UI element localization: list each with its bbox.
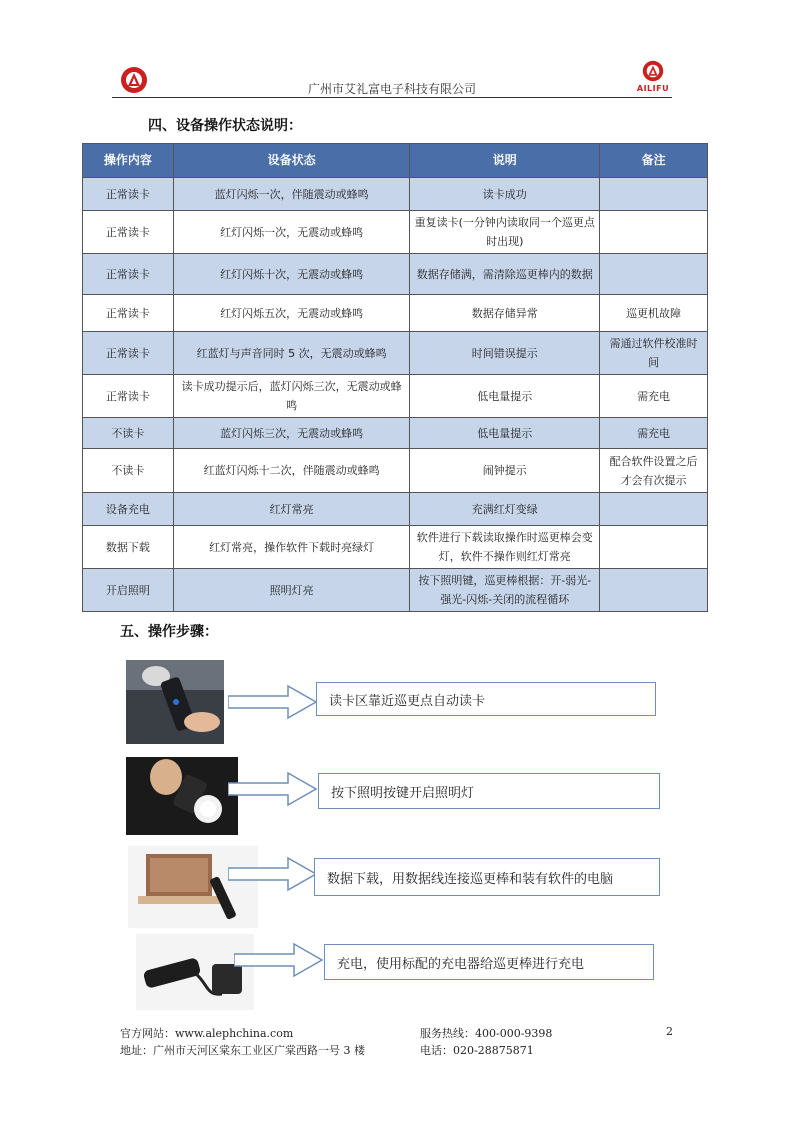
- table-header-row: [83, 144, 708, 178]
- cell-description: 软件进行下载读取操作时巡更棒会变灯，软件不操作则红灯常亮: [410, 526, 600, 569]
- cell-description: 低电量提示: [410, 375, 600, 418]
- read-card-photo-icon: [126, 660, 224, 744]
- cell-remark: [600, 211, 708, 254]
- step-2-text: 按下照明按键开启照明灯: [318, 773, 660, 809]
- cell-description: 低电量提示: [410, 418, 600, 449]
- cell-operation: 不读卡: [83, 418, 174, 449]
- step-1: [126, 660, 666, 744]
- cell-status: 读卡成功提示后，蓝灯闪烁三次，无震动或蜂鸣: [173, 375, 410, 418]
- table-row: [83, 211, 708, 254]
- cell-description: 时间错误提示: [410, 332, 600, 375]
- table-row: [83, 295, 708, 332]
- cell-operation: 正常读卡: [83, 254, 174, 295]
- cell-description: 充满红灯变绿: [410, 493, 600, 526]
- step-4-text: 充电，使用标配的充电器给巡更棒进行充电: [324, 944, 654, 980]
- cell-status: 红灯闪烁五次，无震动或蜂鸣: [173, 295, 410, 332]
- status-table: [82, 143, 708, 612]
- footer-hotline: 服务热线：400-000-9398: [420, 1027, 553, 1040]
- table-row: [83, 526, 708, 569]
- col-header-description: 说明: [410, 144, 600, 178]
- cell-remark: 需通过软件校准时间: [600, 332, 708, 375]
- cell-remark: [600, 254, 708, 295]
- page-footer: [120, 1025, 680, 1059]
- table-row: [83, 493, 708, 526]
- footer-address: 地址：广州市天河区棠东工业区广棠西路一号 3 楼: [120, 1044, 365, 1057]
- cell-description: 按下照明键，巡更棒根据：开-弱光-强光-闪烁-关闭的流程循环: [410, 569, 600, 612]
- cell-description: 闹钟提示: [410, 449, 600, 493]
- cell-status: 蓝灯闪烁一次，伴随震动或蜂鸣: [173, 178, 410, 211]
- footer-website: 官方网站：www.alephchina.com: [120, 1027, 294, 1040]
- cell-description: 重复读卡(一分钟内读取同一个巡更点时出现): [410, 211, 600, 254]
- table-row: [83, 254, 708, 295]
- company-name: 广州市艾礼富电子科技有限公司: [307, 82, 476, 96]
- col-header-remark: 备注: [600, 144, 708, 178]
- table-row: [83, 449, 708, 493]
- cell-operation: 数据下载: [83, 526, 174, 569]
- table-row: [83, 418, 708, 449]
- brand-logo: [634, 60, 672, 98]
- arrow-right-icon: [234, 942, 324, 978]
- cell-status: 红灯常亮，操作软件下载时亮绿灯: [173, 526, 410, 569]
- cell-operation: 正常读卡: [83, 295, 174, 332]
- footer-phone: 电话：020-28875871: [420, 1044, 534, 1057]
- arrow-right-icon: [228, 856, 318, 892]
- col-header-operation: 操作内容: [83, 144, 174, 178]
- cell-status: 红蓝灯与声音同时 5 次，无震动或蜂鸣: [173, 332, 410, 375]
- flashlight-photo-icon: [126, 757, 238, 835]
- cell-operation: 开启照明: [83, 569, 174, 612]
- cell-remark: 需充电: [600, 418, 708, 449]
- cell-operation: 正常读卡: [83, 332, 174, 375]
- table-row: [83, 375, 708, 418]
- cell-status: 蓝灯闪烁三次，无震动或蜂鸣: [173, 418, 410, 449]
- page-number: 2: [666, 1025, 673, 1038]
- section-4-title: 四、设备操作状态说明：: [148, 118, 302, 134]
- step-1-text: 读卡区靠近巡更点自动读卡: [316, 682, 656, 716]
- arrow-right-icon: [228, 684, 318, 720]
- cell-operation: 不读卡: [83, 449, 174, 493]
- cell-operation: 正常读卡: [83, 211, 174, 254]
- cell-operation: 正常读卡: [83, 178, 174, 211]
- cell-remark: [600, 569, 708, 612]
- brand-name: AILIFU: [636, 84, 670, 93]
- cell-status: 红灯常亮: [173, 493, 410, 526]
- table-row: [83, 332, 708, 375]
- brand-logo-icon: [642, 60, 664, 82]
- cell-remark: 需充电: [600, 375, 708, 418]
- step-3-text: 数据下载，用数据线连接巡更棒和装有软件的电脑: [314, 858, 660, 896]
- cell-remark: [600, 493, 708, 526]
- cell-remark: [600, 178, 708, 211]
- page-header: [112, 60, 672, 98]
- col-header-status: 设备状态: [173, 144, 410, 178]
- cell-status: 红灯闪烁十次，无震动或蜂鸣: [173, 254, 410, 295]
- cell-status: 红蓝灯闪烁十二次，伴随震动或蜂鸣: [173, 449, 410, 493]
- step-3: [126, 846, 666, 928]
- cell-description: 读卡成功: [410, 178, 600, 211]
- cell-remark: 配合软件设置之后才会有次提示: [600, 449, 708, 493]
- cell-operation: 正常读卡: [83, 375, 174, 418]
- cell-description: 数据存储异常: [410, 295, 600, 332]
- section-5-title: 五、操作步骤：: [120, 624, 218, 640]
- cell-remark: [600, 526, 708, 569]
- cell-status: 红灯闪烁一次，无震动或蜂鸣: [173, 211, 410, 254]
- cell-remark: 巡更机故障: [600, 295, 708, 332]
- cell-status: 照明灯亮: [173, 569, 410, 612]
- header-divider: [112, 97, 672, 98]
- step-2: [126, 757, 666, 835]
- step-4: [126, 934, 666, 1012]
- table-row: [83, 178, 708, 211]
- cell-operation: 设备充电: [83, 493, 174, 526]
- cell-description: 数据存储满，需清除巡更棒内的数据: [410, 254, 600, 295]
- arrow-right-icon: [228, 771, 318, 807]
- table-row: [83, 569, 708, 612]
